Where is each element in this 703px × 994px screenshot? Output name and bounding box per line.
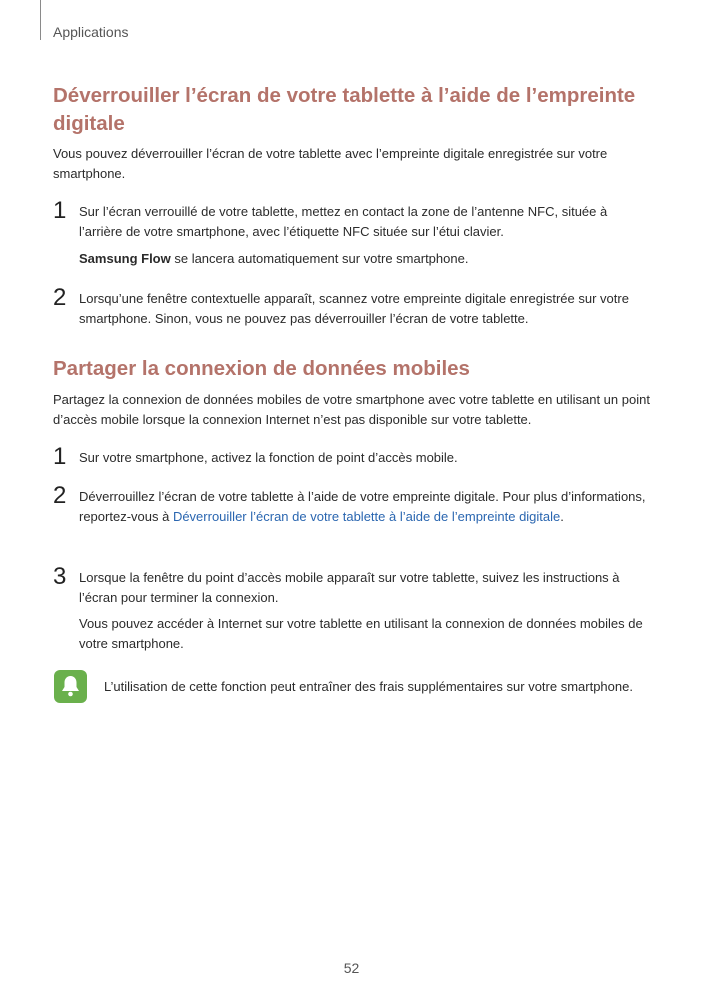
step-subtext: Vous pouvez accéder à Internet sur votre tablette en utilisant la connexion de données mobiles de votre smartphone. (79, 616, 643, 651)
section-title-share: Partager la connexion de données mobiles (53, 357, 470, 380)
step-text: Sur l’écran verrouillé de votre tablette, mettez en contact la zone de l’antenne NFC, située à l’arrière de votre smartphone, avec l’étiquette NFC située sur l’étui clavier. (79, 204, 608, 239)
section-intro-unlock: Vous pouvez déverrouiller l’écran de votre tablette avec l’empreinte digitale enregistrée sur votre smartphone. (53, 146, 608, 181)
page-number: 52 (343, 960, 360, 976)
page-edge-line (40, 0, 41, 40)
step-text: Lorsque la fenêtre du point d’accès mobile apparaît sur votre tablette, suivez les instructions à l’écran pour terminer la connexion. (79, 570, 620, 605)
app-name-samsung-flow: Samsung Flow (79, 251, 171, 266)
note-text: L’utilisation de cette fonction peut entraîner des frais supplémentaires sur votre smartphone. (104, 679, 633, 694)
step-subtext (79, 249, 647, 269)
step-number: 3 (53, 563, 67, 590)
step-text: Lorsqu’une fenêtre contextuelle apparaît, scannez votre empreinte digitale enregistrée sur votre smartphone. Sinon, vous ne pouvez pas déverrouiller l’écran de votre tablette. (79, 291, 629, 326)
section-header: Applications (53, 24, 129, 40)
cross-reference-link[interactable]: Déverrouiller l’écran de votre tablette à l’aide de l’empreinte digitale (172, 509, 561, 524)
step-number: 1 (53, 443, 67, 470)
section-title-unlock: Déverrouiller l’écran de votre tablette à l’aide de l’empreinte digitale (53, 84, 636, 135)
step-text: Sur votre smartphone, activez la fonction de point d’accès mobile. (79, 450, 458, 465)
step-subtext-rest: se lancera automatiquement sur votre smartphone. (170, 251, 469, 266)
step-text-after: . (560, 509, 564, 524)
bell-glyph (60, 675, 81, 698)
step-number: 1 (53, 197, 67, 224)
step-number: 2 (53, 284, 67, 311)
bell-icon (54, 670, 87, 703)
step-text-before: Déverrouillez l’écran de votre tablette à l’aide de votre empreinte digitale. Pour plus d’informations, reportez-vous à (79, 489, 646, 524)
step-text (79, 487, 647, 527)
step-number: 2 (53, 482, 67, 509)
section-intro-share: Partagez la connexion de données mobiles de votre smartphone avec votre tablette en utilisant un point d’accès mobile lorsque la connexion Internet n’est pas disponible sur votre tablette. (53, 392, 650, 427)
